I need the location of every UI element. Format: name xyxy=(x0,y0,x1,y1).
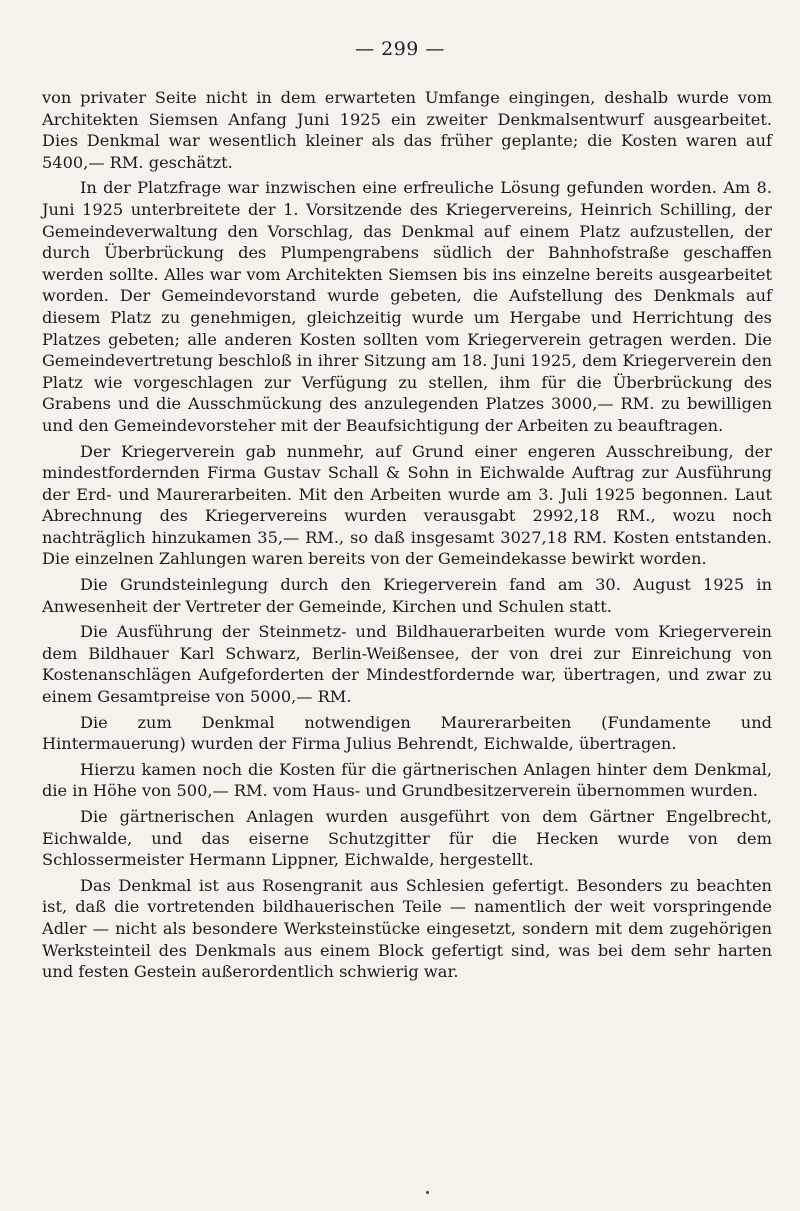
ink-speck xyxy=(426,1191,429,1194)
paragraph-7: Hierzu kamen noch die Kosten für die gärtnerischen Anlagen hinter dem Denkmal, die in Höhe von 500,— RM. vom Haus- und Grundbesitzerverein übernommen wurden. xyxy=(42,759,772,801)
paragraph-6: Die zum Denkmal notwendigen Maurerarbeiten (Fundamente und Hintermauerung) wurden der Firma Julius Behrendt, Eichwalde, übertragen. xyxy=(42,712,772,754)
page-number: — 299 — xyxy=(355,38,445,60)
paragraph-5: Die Ausführung der Steinmetz- und Bildhauerarbeiten wurde vom Kriegerverein dem Bildhauer Karl Schwarz, Berlin-Weißensee, der von drei zur Einreichung von Kostenanschlägen Aufgeforderten der Mindestfordernde war, übertragen, und zwar zu einem Gesamtpreise von 5000,— RM. xyxy=(42,622,772,707)
paragraph-3: Der Kriegerverein gab nunmehr, auf Grund einer engeren Ausschreibung, der mindestfordernden Firma Gustav Schall & Sohn in Eichwalde Auftrag zur Ausführung der Erd- und Maurerarbeiten. Mit den Arbeiten wurde am 3. Juli 1925 begonnen. Laut Abrechnung des Kriegervereins wurden verausgabt 2992,18 RM., wozu noch nachträglich hinzukamen 35,— RM., so daß insgesamt 3027,18 RM. Kosten entstanden. Die einzelnen Zahlungen waren bereits von der Gemeindekasse bewirkt worden. xyxy=(42,441,772,569)
body-text xyxy=(42,87,772,987)
paragraph-1: von privater Seite nicht in dem erwarteten Umfange eingingen, deshalb wurde vom Architekten Siemsen Anfang Juni 1925 ein zweiter Denkmalsentwurf ausgearbeitet. Dies Denkmal war wesentlich kleiner als das früher geplante; die Kosten waren auf 5400,— RM. geschätzt. xyxy=(42,88,772,172)
paragraph-2: In der Platzfrage war inzwischen eine erfreuliche Lösung gefunden worden. Am 8. Juni 1925 unterbreitete der 1. Vorsitzende des Kriegervereins, Heinrich Schilling, der Gemeindeverwaltung den Vorschlag, das Denkmal auf einem Platz aufzustellen, der durch Überbrückung des Plumpengrabens südlich der Bahnhofstraße geschaffen werden sollte. Alles war vom Architekten Siemsen bis ins einzelne bereits ausgearbeitet worden. Der Gemeindevorstand wurde gebeten, die Aufstellung des Denkmals auf diesem Platz zu genehmigen, gleichzeitig wurde um Hergabe und Herrichtung des Platzes gebeten; alle anderen Kosten sollten vom Kriegerverein getragen werden. Die Gemeindevertretung beschloß in ihrer Sitzung am 18. Juni 1925, dem Kriegerverein den Platz wie vorgeschlagen zur Verfügung zu stellen, ihm für die Überbrückung des Grabens und die Ausschmückung des anzulegenden Platzes 3000,— RM. zu bewilligen und den Gemeindevorsteher mit der Beaufsichtigung der Arbeiten zu beauftragen. xyxy=(42,178,772,435)
paragraph-9: Das Denkmal ist aus Rosengranit aus Schlesien gefertigt. Besonders zu beachten ist, daß die vortretenden bildhauerischen Teile — namentlich der weit vorspringende Adler — nicht als besondere Werksteinstücke eingesetzt, sondern mit dem zugehörigen Werksteinteil des Denkmals aus einem Block gefertigt sind, was bei dem sehr harten und festen Gestein außerordentlich schwierig war. xyxy=(42,875,772,982)
paragraph-8: Die gärtnerischen Anlagen wurden ausgeführt von dem Gärtner Engelbrecht, Eichwalde, und das eiserne Schutzgitter für die Hecken wurde von dem Schlossermeister Hermann Lippner, Eichwalde, hergestellt. xyxy=(42,807,772,870)
paragraph-4: Die Grundsteinlegung durch den Kriegerverein fand am 30. August 1925 in Anwesenheit der Vertreter der Gemeinde, Kirchen und Schulen statt. xyxy=(42,575,772,616)
